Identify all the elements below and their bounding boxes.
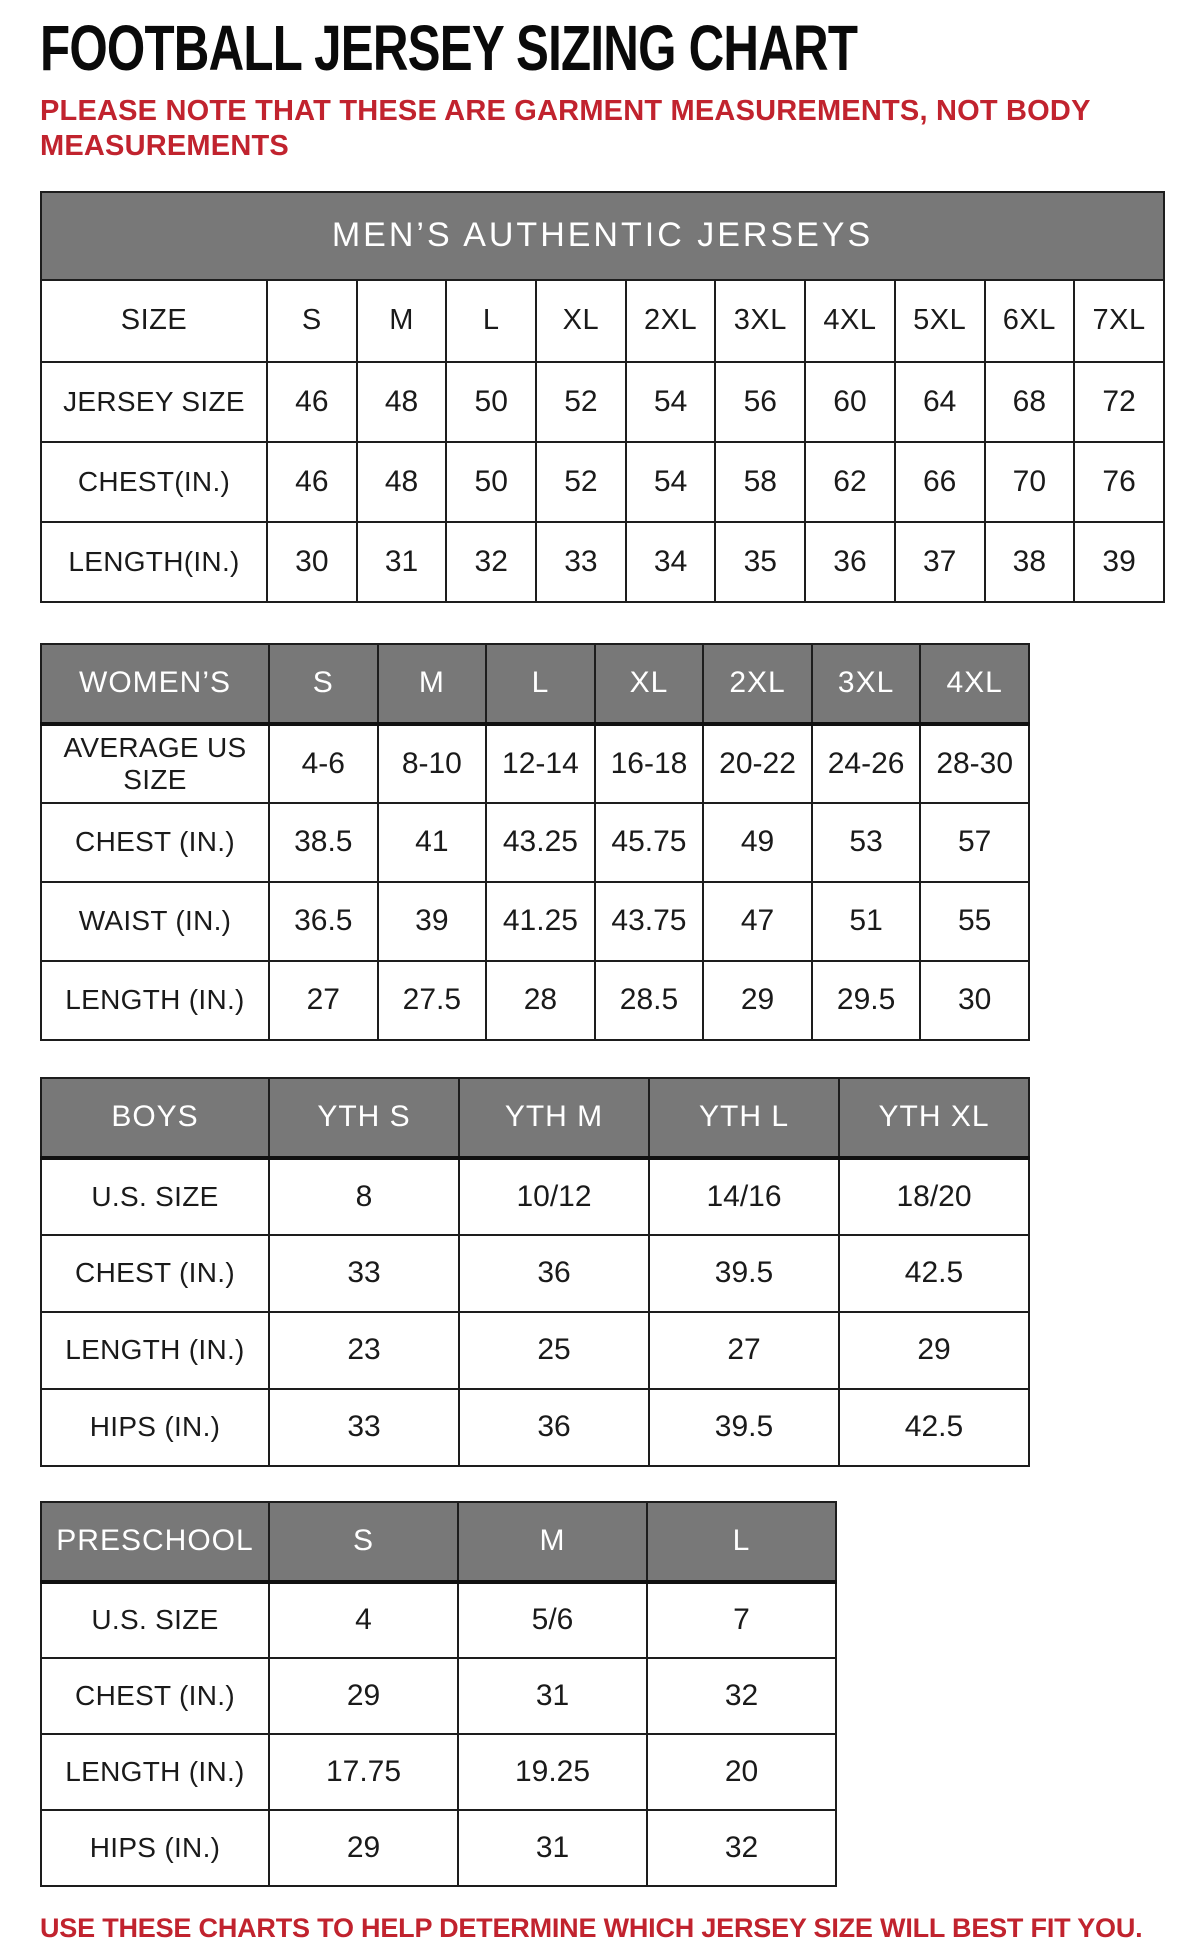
value-cell: 41 xyxy=(378,803,487,882)
value-cell: 47 xyxy=(703,882,812,961)
value-cell: 20-22 xyxy=(703,724,812,803)
value-cell: 39.5 xyxy=(649,1235,839,1312)
boys-header-label: BOYS xyxy=(41,1078,269,1158)
womens-column-header-m: M xyxy=(378,644,487,724)
value-cell: 39 xyxy=(378,882,487,961)
womens-header-label: WOMEN’S xyxy=(41,644,269,724)
mens-column-header-m: M xyxy=(357,280,447,362)
mens-column-header-s: S xyxy=(267,280,357,362)
preschool-column-header-s: S xyxy=(269,1502,458,1582)
value-cell: 27 xyxy=(649,1312,839,1389)
row-label: LENGTH (IN.) xyxy=(41,1734,269,1810)
value-cell: 23 xyxy=(269,1312,459,1389)
value-cell: 31 xyxy=(458,1658,647,1734)
table-row xyxy=(41,1810,836,1886)
value-cell: 70 xyxy=(985,442,1075,522)
value-cell: 76 xyxy=(1074,442,1164,522)
row-label: CHEST(IN.) xyxy=(41,442,267,522)
table-row xyxy=(41,1658,836,1734)
value-cell: 58 xyxy=(715,442,805,522)
value-cell: 39 xyxy=(1074,522,1164,602)
garment-measurements-note: PLEASE NOTE THAT THESE ARE GARMENT MEASUREMENTS, NOT BODY MEASUREMENTS xyxy=(40,95,1091,163)
value-cell: 52 xyxy=(536,362,626,442)
womens-header-row xyxy=(41,644,1029,724)
row-label: HIPS (IN.) xyxy=(41,1389,269,1466)
value-cell: 20 xyxy=(647,1734,836,1810)
value-cell: 35 xyxy=(715,522,805,602)
preschool-header-label: PRESCHOOL xyxy=(41,1502,269,1582)
value-cell: 51 xyxy=(812,882,921,961)
boys-column-header-yth-s: YTH S xyxy=(269,1078,459,1158)
womens-column-header-l: L xyxy=(486,644,595,724)
value-cell: 48 xyxy=(357,362,447,442)
womens-column-header-s: S xyxy=(269,644,378,724)
value-cell: 41.25 xyxy=(486,882,595,961)
value-cell: 43.25 xyxy=(486,803,595,882)
row-label: AVERAGE US SIZE xyxy=(41,724,269,803)
mens-column-header-2xl: 2XL xyxy=(626,280,716,362)
value-cell: 36 xyxy=(459,1389,649,1466)
value-cell: 19.25 xyxy=(458,1734,647,1810)
womens-column-header-3xl: 3XL xyxy=(812,644,921,724)
table-row xyxy=(41,803,1029,882)
table-row xyxy=(41,1582,836,1658)
value-cell: 28 xyxy=(486,961,595,1040)
value-cell: 43.75 xyxy=(595,882,704,961)
row-label: U.S. SIZE xyxy=(41,1158,269,1235)
value-cell: 36.5 xyxy=(269,882,378,961)
value-cell: 29 xyxy=(703,961,812,1040)
value-cell: 34 xyxy=(626,522,716,602)
mens-column-header-7xl: 7XL xyxy=(1074,280,1164,362)
value-cell: 29.5 xyxy=(812,961,921,1040)
table-row xyxy=(41,724,1029,803)
mens-column-header-6xl: 6XL xyxy=(985,280,1075,362)
value-cell: 24-26 xyxy=(812,724,921,803)
value-cell: 38 xyxy=(985,522,1075,602)
value-cell: 62 xyxy=(805,442,895,522)
mens-column-header-5xl: 5XL xyxy=(895,280,985,362)
value-cell: 72 xyxy=(1074,362,1164,442)
mens-banner-row xyxy=(41,192,1164,280)
value-cell: 17.75 xyxy=(269,1734,458,1810)
value-cell: 68 xyxy=(985,362,1075,442)
mens-banner-title: MEN’S AUTHENTIC JERSEYS xyxy=(41,192,1164,280)
value-cell: 38.5 xyxy=(269,803,378,882)
row-label: HIPS (IN.) xyxy=(41,1810,269,1886)
value-cell: 53 xyxy=(812,803,921,882)
value-cell: 32 xyxy=(647,1810,836,1886)
value-cell: 29 xyxy=(269,1658,458,1734)
boys-column-header-yth-xl: YTH XL xyxy=(839,1078,1029,1158)
row-label: LENGTH(IN.) xyxy=(41,522,267,602)
preschool-header-row xyxy=(41,1502,836,1582)
value-cell: 45.75 xyxy=(595,803,704,882)
row-label: CHEST (IN.) xyxy=(41,1235,269,1312)
value-cell: 12-14 xyxy=(486,724,595,803)
row-label: LENGTH (IN.) xyxy=(41,1312,269,1389)
row-label: U.S. SIZE xyxy=(41,1582,269,1658)
preschool-column-header-m: M xyxy=(458,1502,647,1582)
footer-note: USE THESE CHARTS TO HELP DETERMINE WHICH JERSEY SIZE WILL BEST FIT YOU. xyxy=(40,1912,1143,1943)
table-row xyxy=(41,362,1164,442)
value-cell: 4 xyxy=(269,1582,458,1658)
value-cell: 33 xyxy=(536,522,626,602)
womens-column-header-4xl: 4XL xyxy=(920,644,1029,724)
value-cell: 42.5 xyxy=(839,1389,1029,1466)
value-cell: 46 xyxy=(267,362,357,442)
boys-column-header-yth-m: YTH M xyxy=(459,1078,649,1158)
value-cell: 37 xyxy=(895,522,985,602)
value-cell: 46 xyxy=(267,442,357,522)
value-cell: 48 xyxy=(357,442,447,522)
value-cell: 7 xyxy=(647,1582,836,1658)
table-row xyxy=(41,442,1164,522)
value-cell: 36 xyxy=(459,1235,649,1312)
value-cell: 29 xyxy=(839,1312,1029,1389)
mens-column-header-l: L xyxy=(446,280,536,362)
value-cell: 16-18 xyxy=(595,724,704,803)
value-cell: 18/20 xyxy=(839,1158,1029,1235)
table-row xyxy=(41,1312,1029,1389)
value-cell: 27.5 xyxy=(378,961,487,1040)
boys-column-header-yth-l: YTH L xyxy=(649,1078,839,1158)
value-cell: 33 xyxy=(269,1389,459,1466)
value-cell: 42.5 xyxy=(839,1235,1029,1312)
value-cell: 60 xyxy=(805,362,895,442)
value-cell: 57 xyxy=(920,803,1029,882)
womens-sizing-table xyxy=(40,643,1030,1041)
row-label: LENGTH (IN.) xyxy=(41,961,269,1040)
value-cell: 32 xyxy=(446,522,536,602)
row-label: WAIST (IN.) xyxy=(41,882,269,961)
row-label: CHEST (IN.) xyxy=(41,1658,269,1734)
table-row xyxy=(41,522,1164,602)
table-row xyxy=(41,1158,1029,1235)
mens-column-header-xl: XL xyxy=(536,280,626,362)
value-cell: 64 xyxy=(895,362,985,442)
tables-container xyxy=(40,191,1200,1887)
value-cell: 56 xyxy=(715,362,805,442)
table-row xyxy=(41,1389,1029,1466)
value-cell: 50 xyxy=(446,362,536,442)
value-cell: 8-10 xyxy=(378,724,487,803)
page-title: FOOTBALL JERSEY SIZING CHART xyxy=(40,12,858,84)
value-cell: 54 xyxy=(626,442,716,522)
mens-authentic-jerseys-table xyxy=(40,191,1165,603)
value-cell: 31 xyxy=(458,1810,647,1886)
value-cell: 30 xyxy=(920,961,1029,1040)
boys-header-row xyxy=(41,1078,1029,1158)
womens-column-header-xl: XL xyxy=(595,644,704,724)
mens-column-header-3xl: 3XL xyxy=(715,280,805,362)
value-cell: 25 xyxy=(459,1312,649,1389)
value-cell: 10/12 xyxy=(459,1158,649,1235)
mens-header-row xyxy=(41,280,1164,362)
value-cell: 4-6 xyxy=(269,724,378,803)
value-cell: 28-30 xyxy=(920,724,1029,803)
value-cell: 27 xyxy=(269,961,378,1040)
value-cell: 39.5 xyxy=(649,1389,839,1466)
value-cell: 30 xyxy=(267,522,357,602)
boys-sizing-table xyxy=(40,1077,1030,1467)
mens-column-header-4xl: 4XL xyxy=(805,280,895,362)
value-cell: 33 xyxy=(269,1235,459,1312)
value-cell: 36 xyxy=(805,522,895,602)
value-cell: 32 xyxy=(647,1658,836,1734)
row-label: JERSEY SIZE xyxy=(41,362,267,442)
value-cell: 50 xyxy=(446,442,536,522)
value-cell: 66 xyxy=(895,442,985,522)
preschool-sizing-table xyxy=(40,1501,837,1887)
value-cell: 55 xyxy=(920,882,1029,961)
value-cell: 52 xyxy=(536,442,626,522)
value-cell: 31 xyxy=(357,522,447,602)
table-row xyxy=(41,961,1029,1040)
table-row xyxy=(41,1734,836,1810)
value-cell: 29 xyxy=(269,1810,458,1886)
preschool-column-header-l: L xyxy=(647,1502,836,1582)
mens-header-label: SIZE xyxy=(41,280,267,362)
row-label: CHEST (IN.) xyxy=(41,803,269,882)
value-cell: 28.5 xyxy=(595,961,704,1040)
value-cell: 8 xyxy=(269,1158,459,1235)
value-cell: 54 xyxy=(626,362,716,442)
table-row xyxy=(41,882,1029,961)
value-cell: 49 xyxy=(703,803,812,882)
womens-column-header-2xl: 2XL xyxy=(703,644,812,724)
value-cell: 14/16 xyxy=(649,1158,839,1235)
value-cell: 5/6 xyxy=(458,1582,647,1658)
table-row xyxy=(41,1235,1029,1312)
